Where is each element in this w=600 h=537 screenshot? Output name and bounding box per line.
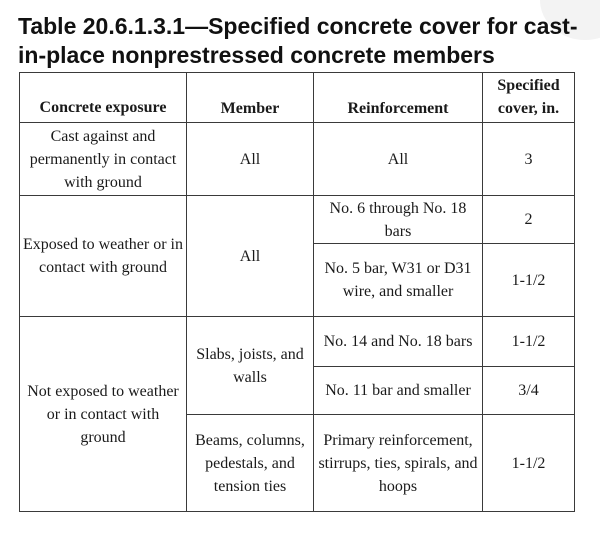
concrete-cover-table: [19, 72, 575, 512]
cover-cell: 2: [483, 196, 575, 244]
reinforcement-cell: No. 5 bar, W31 or D31 wire, and smaller: [314, 244, 483, 317]
reinforcement-cell: No. 11 bar and smaller: [314, 367, 483, 415]
member-cell: Slabs, joists, and walls: [187, 317, 314, 415]
header-concrete-exposure: Concrete exposure: [20, 73, 187, 123]
header-reinforcement: Reinforcement: [314, 73, 483, 123]
table-row: [20, 123, 575, 196]
cover-cell: 1-1/2: [483, 415, 575, 512]
exposure-cast-against-ground: Cast against and permanently in contact with ground: [20, 123, 187, 196]
reinforcement-cell: Primary reinforcement, stirrups, ties, spirals, and hoops: [314, 415, 483, 512]
reinforcement-cell: No. 6 through No. 18 bars: [314, 196, 483, 244]
cover-cell: 3/4: [483, 367, 575, 415]
exposure-weather-or-ground: Exposed to weather or in contact with ground: [20, 196, 187, 317]
member-cell: Beams, columns, pedestals, and tension ties: [187, 415, 314, 512]
exposure-not-exposed: Not exposed to weather or in contact with ground: [20, 317, 187, 512]
header-member: Member: [187, 73, 314, 123]
cover-cell: 1-1/2: [483, 244, 575, 317]
table-row: [20, 317, 575, 367]
header-specified-cover: Specified cover, in.: [483, 73, 575, 123]
cover-cell: 1-1/2: [483, 317, 575, 367]
member-cell: All: [187, 123, 314, 196]
cover-cell: 3: [483, 123, 575, 196]
table-row: [20, 196, 575, 244]
table-title: Table 20.6.1.3.1—Specified concrete cover for cast-in-place nonprestressed concrete members: [18, 13, 578, 68]
reinforcement-cell: No. 14 and No. 18 bars: [314, 317, 483, 367]
header-row: [20, 73, 575, 123]
reinforcement-cell: All: [314, 123, 483, 196]
member-cell: All: [187, 196, 314, 317]
